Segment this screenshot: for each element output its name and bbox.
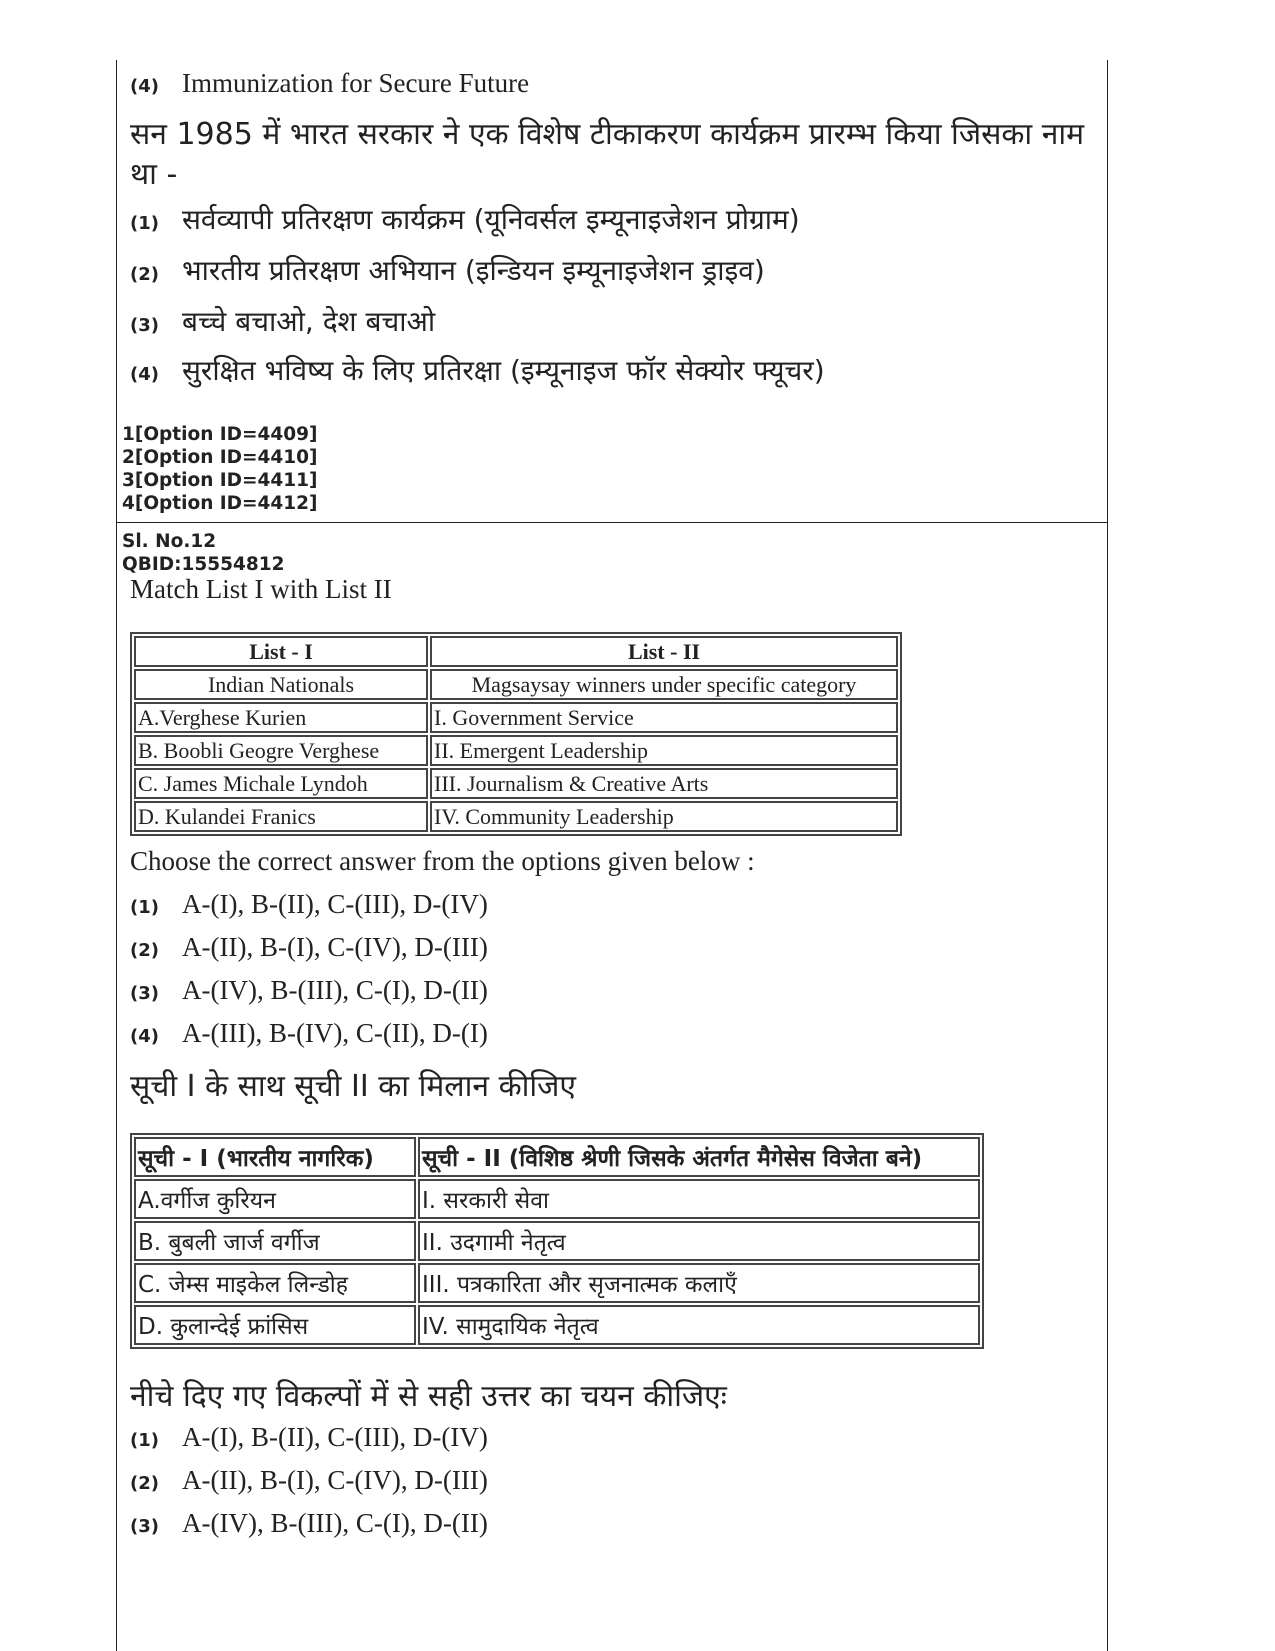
table-row: [134, 1221, 980, 1261]
prev-option-hi-1: [130, 200, 800, 238]
table-cell: B. बुबली जार्ज वर्गीज: [134, 1221, 416, 1261]
option-id: 4[Option ID=4412]: [122, 493, 318, 514]
option-text: सर्वव्यापी प्रतिरक्षण कार्यक्रम (यूनिवर्सल इम्यूनाइजेशन प्रोग्राम): [182, 203, 800, 236]
qbid: QBID:15554812: [122, 554, 285, 575]
option-text: A-(II), B-(I), C-(IV), D-(III): [182, 1465, 488, 1495]
table-header-cell: सूची - II (विशिष्ठ श्रेणी जिसके अंतर्गत मैगेसेस विजेता बने): [418, 1137, 980, 1177]
option-number: (2): [130, 1473, 159, 1494]
table-cell: A.वर्गीज कुरियन: [134, 1179, 416, 1219]
table-cell: I. Government Service: [430, 702, 898, 733]
prev-option-4-en: [130, 68, 529, 99]
option-text: सुरक्षित भविष्य के लिए प्रतिरक्षा (इम्यूनाइज फॉर सेक्योर फ्यूचर): [182, 354, 825, 387]
option-number: (1): [130, 213, 159, 234]
table-cell: III. Journalism & Creative Arts: [430, 768, 898, 799]
option-en-1: [130, 889, 488, 920]
option-number: (4): [130, 76, 159, 97]
table-cell: C. James Michale Lyndoh: [134, 768, 428, 799]
table-cell: Magsaysay winners under specific category: [430, 669, 898, 700]
table-cell: IV. Community Leadership: [430, 801, 898, 832]
option-text: Immunization for Secure Future: [182, 68, 530, 98]
option-text: A-(I), B-(II), C-(III), D-(IV): [182, 889, 488, 919]
choose-instruction-hi: नीचे दिए गए विकल्पों में से सही उत्तर का चयन कीजिएः: [130, 1379, 727, 1414]
table-cell: A.Verghese Kurien: [134, 702, 428, 733]
option-number: (1): [130, 1430, 159, 1451]
table-header-cell: List - II: [430, 636, 898, 667]
option-id: 2[Option ID=4410]: [122, 447, 318, 468]
table-header-cell: सूची - I (भारतीय नागरिक): [134, 1137, 416, 1177]
option-number: (1): [130, 897, 159, 918]
option-hi-2: [130, 1465, 488, 1496]
question-prompt-en: Match List I with List II: [130, 574, 392, 604]
option-text: A-(I), B-(II), C-(III), D-(IV): [182, 1422, 488, 1452]
option-id: 3[Option ID=4411]: [122, 470, 318, 491]
option-text: A-(IV), B-(III), C-(I), D-(II): [182, 975, 488, 1005]
table-row: [134, 768, 898, 799]
option-en-3: [130, 975, 488, 1006]
table-header-row: [134, 1137, 980, 1177]
table-cell: IV. सामुदायिक नेतृत्व: [418, 1305, 980, 1345]
table-header-row: [134, 636, 898, 667]
option-text: बच्चे बचाओ, देश बचाओ: [182, 305, 436, 338]
option-hi-3: [130, 1508, 488, 1539]
table-row: [134, 702, 898, 733]
match-table-hi: [130, 1133, 984, 1349]
option-text: A-(IV), B-(III), C-(I), D-(II): [182, 1508, 488, 1538]
serial-number: Sl. No.12: [122, 531, 217, 552]
prev-option-hi-3: [130, 302, 435, 340]
prev-option-hi-2: [130, 251, 765, 289]
option-number: (3): [130, 1516, 159, 1537]
option-id: 1[Option ID=4409]: [122, 424, 318, 445]
option-text: भारतीय प्रतिरक्षण अभियान (इन्डियन इम्यूनाइजेशन ड्राइव): [182, 254, 765, 287]
option-id-list: [122, 423, 318, 515]
option-number: (2): [130, 940, 159, 961]
table-cell: Indian Nationals: [134, 669, 428, 700]
option-text: A-(III), B-(IV), C-(II), D-(I): [182, 1018, 488, 1048]
option-number: (4): [130, 364, 159, 385]
option-number: (3): [130, 983, 159, 1004]
table-row: [134, 1179, 980, 1219]
table-cell: II. Emergent Leadership: [430, 735, 898, 766]
prev-question-hi-line1: सन 1985 में भारत सरकार ने एक विशेष टीकाकरण कार्यक्रम प्रारम्भ किया जिसका नाम: [130, 117, 1085, 152]
option-text: A-(II), B-(I), C-(IV), D-(III): [182, 932, 488, 962]
option-number: (3): [130, 315, 159, 336]
table-row: [134, 735, 898, 766]
table-cell: B. Boobli Geogre Verghese: [134, 735, 428, 766]
option-number: (2): [130, 264, 159, 285]
table-cell: II. उदगामी नेतृत्व: [418, 1221, 980, 1261]
question-divider: [116, 522, 1108, 523]
table-cell: D. Kulandei Franics: [134, 801, 428, 832]
table-row: [134, 1263, 980, 1303]
option-hi-1: [130, 1422, 488, 1453]
option-en-2: [130, 932, 488, 963]
prev-question-hi-line2: था -: [130, 157, 178, 192]
table-cell: D. कुलान्देई फ्रांसिस: [134, 1305, 416, 1345]
option-number: (4): [130, 1026, 159, 1047]
table-subheader-row: [134, 669, 898, 700]
prev-option-hi-4: [130, 351, 825, 389]
table-row: [134, 1305, 980, 1345]
table-cell: I. सरकारी सेवा: [418, 1179, 980, 1219]
table-header-cell: List - I: [134, 636, 428, 667]
table-cell: C. जेम्स माइकेल लिन्डोह: [134, 1263, 416, 1303]
match-table-en: [130, 632, 902, 836]
choose-instruction-en: Choose the correct answer from the options given below :: [130, 846, 755, 876]
option-en-4: [130, 1018, 488, 1049]
question-meta: [122, 530, 284, 576]
question-prompt-hi: सूची I के साथ सूची II का मिलान कीजिए: [130, 1069, 577, 1104]
table-row: [134, 801, 898, 832]
table-cell: III. पत्रकारिता और सृजनात्मक कलाएँ: [418, 1263, 980, 1303]
